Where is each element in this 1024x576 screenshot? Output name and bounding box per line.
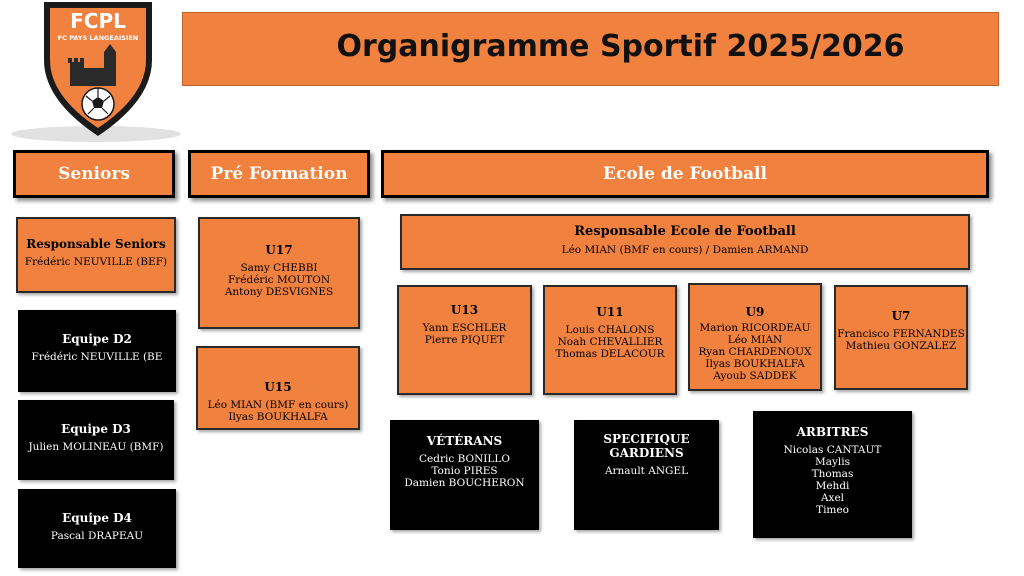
card-u11 xyxy=(543,285,677,395)
card-specifique-gardiens xyxy=(574,420,719,530)
card-line: Ryan CHARDENOUX xyxy=(698,346,812,358)
card-line: Ilyas BOUKHALFA xyxy=(705,358,805,370)
card-title: VÉTÉRANS xyxy=(426,434,503,448)
card-title: Responsable Seniors xyxy=(26,237,166,251)
card-line: Ilyas BOUKHALFA xyxy=(228,411,328,423)
section-label: Pré Formation xyxy=(210,164,348,184)
section-header-pre-formation xyxy=(188,150,370,198)
card-line: Julien MOLINEAU (BMF) xyxy=(28,441,164,453)
card-line: Arnault ANGEL xyxy=(604,465,689,477)
card-line: Cedric BONILLO xyxy=(419,453,510,465)
card-title: U11 xyxy=(596,305,624,319)
card-line: Léo MIAN (BMF en cours) / Damien ARMAND xyxy=(561,244,809,256)
card-line: Maylis xyxy=(814,456,851,468)
card-line: Antony DESVIGNES xyxy=(224,286,334,298)
card-title: U17 xyxy=(265,243,293,257)
card-line: Timeo xyxy=(816,504,849,516)
shield-logo-icon xyxy=(8,0,188,150)
section-label: Ecole de Football xyxy=(603,164,767,184)
card-line: Francisco FERNANDES xyxy=(837,328,965,340)
card-line: Léo MIAN xyxy=(727,334,783,346)
card-u17 xyxy=(198,217,360,329)
title-banner xyxy=(182,12,999,86)
card-line: Thomas xyxy=(811,468,854,480)
card-title: U9 xyxy=(745,305,765,319)
page-title: Organigramme Sportif 2025/2026 xyxy=(336,29,905,64)
section-header-ecole xyxy=(381,150,989,198)
card-line: Frédéric NEUVILLE (BEF) xyxy=(24,256,168,268)
card-title: Responsable Ecole de Football xyxy=(574,224,796,239)
card-title: Equipe D3 xyxy=(61,422,131,436)
card-line: Marion RICORDEAU xyxy=(699,322,811,334)
card-u15 xyxy=(196,346,360,430)
card-title: SPECIFIQUE xyxy=(603,432,690,446)
logo-abbrev: FCPL xyxy=(70,9,126,33)
card-equipe-d2 xyxy=(18,310,176,392)
card-line: Nicolas CANTAUT xyxy=(783,444,882,456)
card-line: Frédéric MOUTON xyxy=(227,274,331,286)
card-line: Léo MIAN (BMF en cours) xyxy=(207,399,349,411)
card-title: U15 xyxy=(264,380,292,394)
card-title: Equipe D2 xyxy=(62,332,132,346)
card-line: Yann ESCHLER xyxy=(422,322,507,334)
card-title: U13 xyxy=(450,303,479,317)
card-line: Thomas DELACOUR xyxy=(555,348,665,360)
card-line: Pierre PIQUET xyxy=(424,334,505,346)
card-equipe-d4 xyxy=(18,489,176,568)
card-equipe-d3 xyxy=(18,400,174,480)
card-line: Noah CHEVALLIER xyxy=(557,336,663,348)
card-line: Mathieu GONZALEZ xyxy=(845,340,957,352)
card-u7 xyxy=(834,285,968,390)
section-label: Seniors xyxy=(58,164,130,184)
card-veterans xyxy=(390,420,539,530)
card-title: Equipe D4 xyxy=(62,511,132,525)
card-line: Axel xyxy=(820,492,845,504)
card-responsable-ecole xyxy=(400,214,970,270)
card-line: Damien BOUCHERON xyxy=(404,477,525,489)
card-line: Mehdi xyxy=(815,480,850,492)
card-line: Samy CHEBBI xyxy=(240,262,318,274)
card-line: Louis CHALONS xyxy=(565,324,655,336)
section-header-seniors xyxy=(13,150,175,198)
card-line: Ayoub SADDEK xyxy=(713,370,797,382)
logo-club-name: FC PAYS LANGEAISIEN xyxy=(57,34,139,42)
card-title: GARDIENS xyxy=(609,446,684,460)
card-arbitres xyxy=(753,411,912,538)
club-logo xyxy=(8,0,188,150)
card-line: Pascal DRAPEAU xyxy=(50,530,144,542)
card-line: Tonio PIRES xyxy=(431,465,498,477)
card-line: Frédéric NEUVILLE (BE xyxy=(31,351,163,363)
card-responsable-seniors xyxy=(16,217,176,293)
card-u9 xyxy=(688,283,822,391)
card-title: U7 xyxy=(891,309,911,323)
card-u13 xyxy=(397,285,532,395)
card-title: ARBITRES xyxy=(796,425,869,439)
